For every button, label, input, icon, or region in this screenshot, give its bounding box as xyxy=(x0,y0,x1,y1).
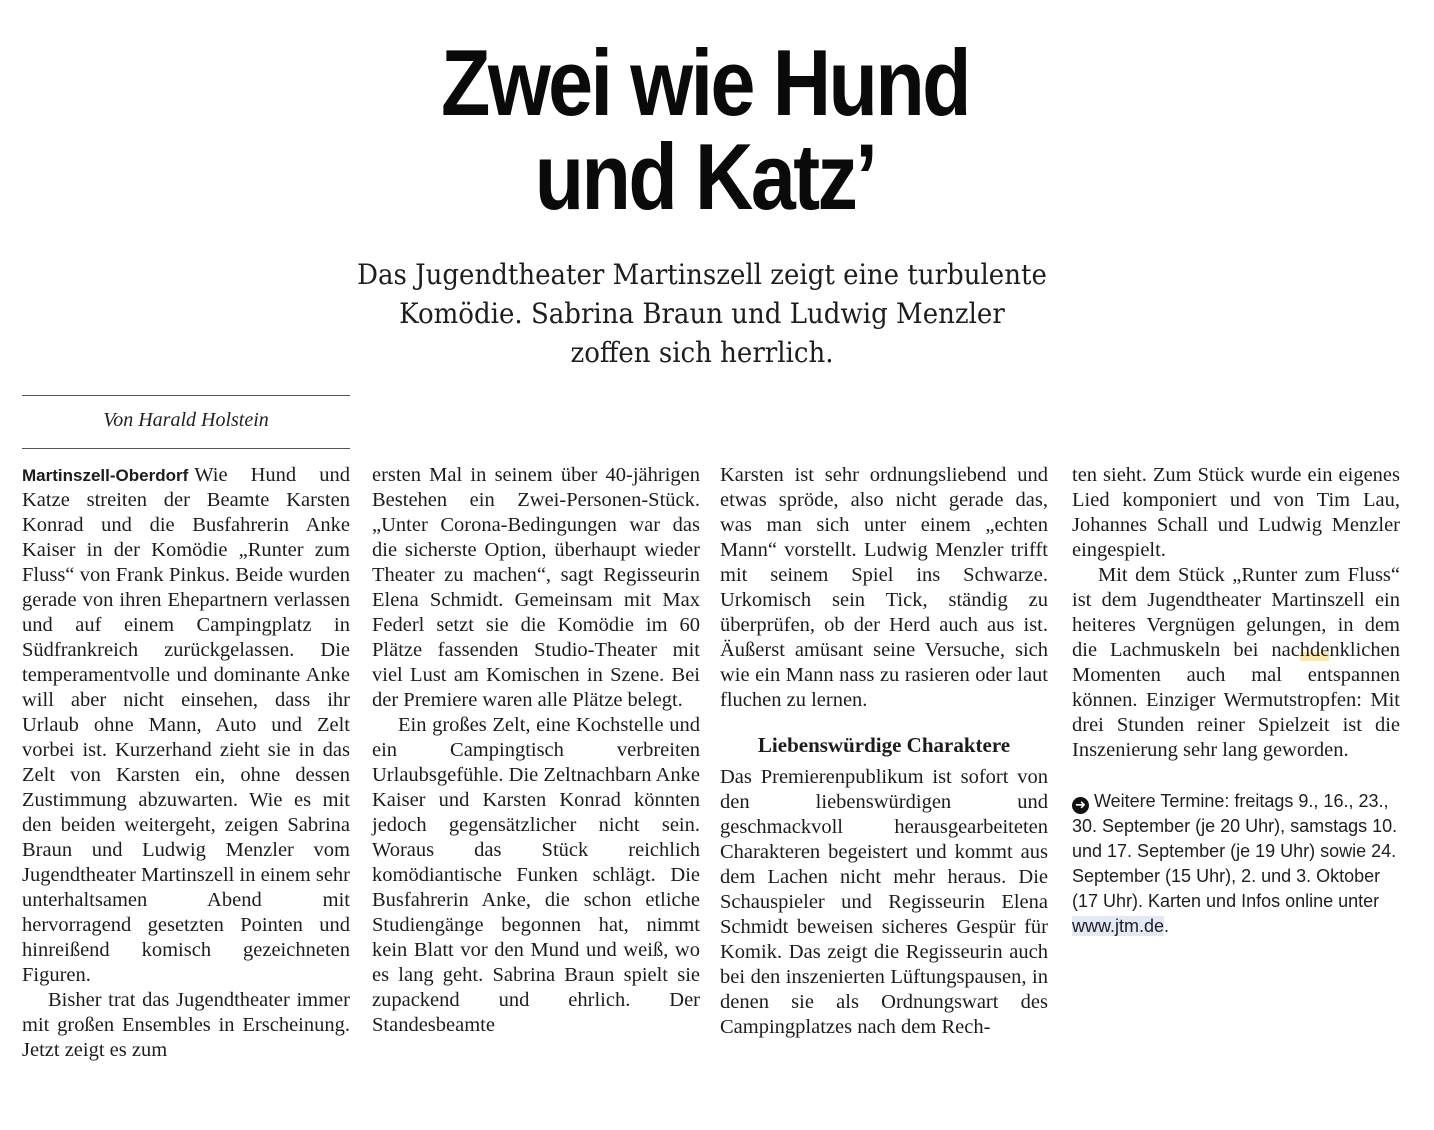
byline: Von Harald Holstein xyxy=(103,409,269,431)
paragraph: Bisher trat das Jugendtheater immer mit großen Ensembles in Erscheinung. Jetzt zeigt es zum xyxy=(22,989,350,1061)
column-2 xyxy=(372,463,700,1038)
paragraph xyxy=(22,463,350,988)
paragraph: ersten Mal in seinem über 40-jährigen Bestehen ein Zwei-Personen-Stück. „Unter Corona-Bedingungen war das die sicherste Option, überhaupt wieder Theater zu machen“, sagt Regisseurin Elena Schmidt. Gemeinsam mit Max Federl setzt sie die Komödie im 60 Plätze fassenden Studio-Theater mit viel Lust am Komischen in Szene. Bei der Premiere waren alle Plätze belegt. xyxy=(372,464,700,711)
subhead: Das Jugendtheater Martinszell zeigt eine turbulente Komödie. Sabrina Braun und Ludwig Menzler zoffen sich herrlich. xyxy=(357,258,1047,369)
paragraph xyxy=(1072,563,1400,763)
paragraph-text: Wie Hund und Katze streiten der Beamte Karsten Konrad und die Busfahrerin Anke Kaiser in der Komödie „Runter zum Fluss“ von Frank Pinkus. Beide wurden gerade von ihren Ehepartnern verlassen und auf einem Campingplatz in Südfrankreich zurückgelassen. Die temperamentvolle und dominante Anke will aber nicht einsehen, dass ihr Urlaub ohne Mann, Auto und Zelt vorbei ist. Kurzerhand zieht sie in das Zelt von Karsten ein, ohne dessen Zustimmung abzuwarten. Wie es mit den beiden weitergeht, zeigen Sabrina Braun und Ludwig Menzler vom Jugendtheater Martinszell in einem sehr unterhaltsamen Abend mit hervorragend gesetzten Pointen und hinreißend komisch gezeichneten Figuren. xyxy=(22,464,350,986)
headline xyxy=(357,30,1054,229)
paragraph: Das Premierenpublikum ist sofort von den liebenswürdigen und geschmackvoll herausgearbeiteten Charakteren begeistert und kommt aus dem Lachen nicht mehr heraus. Die Schauspieler und Regisseurin Elena Schmidt beweisen sicheres Gespür für Komik. Das zeigt die Regisseurin auch bei den inszenierten Lüftungspausen, in denen sie als Ordnungswart des Campingplatzes nach dem Rech- xyxy=(720,766,1048,1038)
column-1 xyxy=(22,463,350,1063)
headline-line-2: und Katz’ xyxy=(534,124,876,229)
dateline: Martinszell-Oberdorf xyxy=(22,466,189,485)
section-subheading: Liebenswürdige Charaktere xyxy=(757,733,1011,757)
column-4 xyxy=(1072,463,1400,939)
headline-line-1: Zwei wie Hund xyxy=(441,30,969,135)
website-link[interactable]: www.jtm.de xyxy=(1072,916,1165,936)
paragraph-text: Mit dem Stück „Runter zum Fluss“ ist dem Jugendtheater Martinszell ein heiteres Vergnügen gelungen, in dem die Lachmuskeln bei nac xyxy=(1072,564,1400,661)
byline-box xyxy=(22,395,350,449)
info-text-end: . xyxy=(1164,916,1170,936)
arrow-right-circle-icon: ➜ xyxy=(1072,797,1089,814)
info-text: Weitere Termine: freitags 9., 16., 23., 30. September (je 20 Uhr), samstags 10. und 17. September (je 19 Uhr) sowie 24. September (15 Uhr), 2. und 3. Oktober (17 Uhr). Karten und Infos online unter xyxy=(1072,791,1398,911)
info-box xyxy=(1072,789,1400,939)
paragraph: Karsten ist sehr ordnungsliebend und etwas spröde, also nicht gerade das, was man sich unter einem „echten Mann“ vorstellt. Ludwig Menzler trifft mit seinem Spiel ins Schwarze. Urkomisch sein Tick, ständig zu überprüfen, ob der Herd auch aus ist. Äußerst amüsant seine Versuche, sich wie ein Mann nass zu rasieren oder laut fluchen zu lernen. xyxy=(720,464,1048,711)
highlight-mark: hde xyxy=(1299,639,1330,661)
column-3 xyxy=(720,463,1048,1040)
paragraph-text: nklichen Momenten auch mal entspannen können. Einziger Wermutstropfen: Mit drei Stunden reiner Spielzeit ist die Inszenierung sehr lang geworden. xyxy=(1072,639,1400,761)
paragraph: ten sieht. Zum Stück wurde ein eigenes Lied komponiert und von Tim Lau, Johannes Schall und Ludwig Menzler eingespielt. xyxy=(1072,464,1400,561)
paragraph: Ein großes Zelt, eine Kochstelle und ein Campingtisch verbreiten Urlaubsgefühle. Die Zeltnachbarn Anke Kaiser und Karsten Konrad könnten jedoch gegensätzlicher nicht sein. Woraus das Stück reichlich komödiantische Funken schlägt. Die Busfahrerin Anke, die schon etliche Studiengänge begonnen hat, nimmt kein Blatt vor den Mund und weiß, wo es lang geht. Sabrina Braun spielt sie zupackend und ehrlich. Der Standesbeamte xyxy=(372,714,700,1036)
